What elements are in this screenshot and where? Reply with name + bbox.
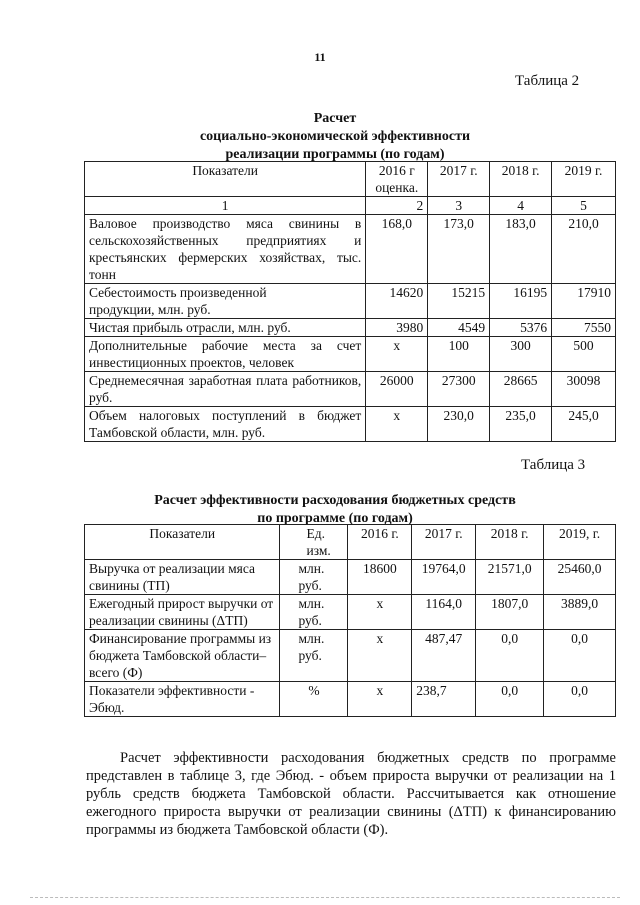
table-2-label: Таблица 2 — [515, 73, 580, 89]
table-row-index — [85, 197, 616, 215]
value-cell: 0,0 — [544, 630, 616, 682]
value-cell: 0,0 — [476, 682, 544, 717]
value-cell: 173,0 — [428, 215, 490, 284]
value-cell: 245,0 — [552, 407, 616, 442]
value-cell: 238,7 — [412, 682, 476, 717]
value-cell: 28665 — [490, 372, 552, 407]
value-cell: 100 — [428, 337, 490, 372]
header-cell: 2016 г. — [348, 525, 412, 560]
value-cell: 3889,0 — [544, 595, 616, 630]
value-cell: 7550 — [552, 319, 616, 337]
value-cell: 300 — [490, 337, 552, 372]
value-cell: 500 — [552, 337, 616, 372]
table-3-title-line-1: Расчет эффективности расходования бюджетных средств — [154, 493, 516, 508]
value-cell: 1807,0 — [476, 595, 544, 630]
table-row — [85, 682, 616, 717]
value-cell: 18600 — [348, 560, 412, 595]
table-3 — [84, 524, 616, 717]
value-cell: 4549 — [428, 319, 490, 337]
unit-cell: млн. руб. — [280, 595, 348, 630]
row-label: Чистая прибыль отрасли, млн. руб. — [85, 319, 366, 337]
row-label: Финансирование программы из бюджета Тамбовской области– всего (Ф) — [85, 630, 280, 682]
header-cell: 2017 г. — [412, 525, 476, 560]
value-cell: 3980 — [366, 319, 428, 337]
value-cell: х — [348, 682, 412, 717]
row-label: Объем налоговых поступлений в бюджет Тамбовской области, млн. руб. — [85, 407, 366, 442]
value-cell: 0,0 — [544, 682, 616, 717]
unit-cell: млн. руб. — [280, 560, 348, 595]
table-3-title-line-2: по программе (по годам) — [257, 511, 413, 526]
header-cell: 2018 г. — [476, 525, 544, 560]
row-label: Показатели эффективности - Эбюд. — [85, 682, 280, 717]
row-label: Валовое производство мяса свинины в сельскохозяйственных предприятиях и крестьянских фермерских хозяйствах, тыс. тонн — [85, 215, 366, 284]
table-row — [85, 630, 616, 682]
header-cell: 2019 г. — [552, 162, 616, 197]
header-cell: Показатели — [85, 525, 280, 560]
table-row — [85, 337, 616, 372]
value-cell: х — [348, 630, 412, 682]
value-cell: 15215 — [428, 284, 490, 319]
value-cell: 26000 — [366, 372, 428, 407]
table-row — [85, 215, 616, 284]
value-cell: 183,0 — [490, 215, 552, 284]
value-cell: 235,0 — [490, 407, 552, 442]
value-cell: х — [366, 407, 428, 442]
table-row-header — [85, 525, 616, 560]
table-row — [85, 372, 616, 407]
value-cell: 230,0 — [428, 407, 490, 442]
header-cell: 2017 г. — [428, 162, 490, 197]
header-cell: Показатели — [85, 162, 366, 197]
table-row — [85, 407, 616, 442]
value-cell: 1164,0 — [412, 595, 476, 630]
index-cell: 3 — [428, 197, 490, 215]
value-cell: 30098 — [552, 372, 616, 407]
value-cell: 14620 — [366, 284, 428, 319]
row-label: Среднемесячная заработная плата работников, руб. — [85, 372, 366, 407]
value-cell: 27300 — [428, 372, 490, 407]
table-2-title-line-3: реализации программы (по годам) — [225, 147, 445, 162]
value-cell: 210,0 — [552, 215, 616, 284]
table-row — [85, 595, 616, 630]
value-cell: 21571,0 — [476, 560, 544, 595]
table-row — [85, 319, 616, 337]
table-row-header — [85, 162, 616, 197]
header-cell: Ед. изм. — [280, 525, 348, 560]
value-cell: 17910 — [552, 284, 616, 319]
index-cell: 5 — [552, 197, 616, 215]
table-3-title — [5, 492, 640, 528]
table-2 — [84, 161, 616, 442]
table-2-title-line-1: Расчет — [313, 111, 357, 126]
value-cell: х — [366, 337, 428, 372]
index-cell: 2 — [366, 197, 428, 215]
value-cell: 25460,0 — [544, 560, 616, 595]
row-label: Ежегодный прирост выручки от реализации свинины (ΔТП) — [85, 595, 280, 630]
header-cell: 2016 г оценка. — [366, 162, 428, 197]
value-cell: х — [348, 595, 412, 630]
header-cell: 2019, г. — [544, 525, 616, 560]
row-label: Выручка от реализации мяса свинины (ТП) — [85, 560, 280, 595]
value-cell: 0,0 — [476, 630, 544, 682]
value-cell: 16195 — [490, 284, 552, 319]
table-row — [85, 284, 616, 319]
index-cell: 4 — [490, 197, 552, 215]
unit-cell: % — [280, 682, 348, 717]
index-cell: 1 — [85, 197, 366, 215]
value-cell: 487,47 — [412, 630, 476, 682]
row-label: Себестоимость произведенной продукции, млн. руб. — [85, 284, 366, 319]
table-3-label: Таблица 3 — [521, 457, 586, 473]
header-cell: 2018 г. — [490, 162, 552, 197]
table-2-title-line-2: социально-экономической эффективности — [199, 129, 471, 144]
table-row — [85, 560, 616, 595]
value-cell: 19764,0 — [412, 560, 476, 595]
value-cell: 5376 — [490, 319, 552, 337]
table-2-title — [5, 110, 640, 164]
page-number: 11 — [314, 50, 326, 64]
scan-edge-line — [30, 897, 620, 898]
body-paragraph: Расчет эффективности расходования бюджетных средств по программе представлен в таблице 3, где Эбюд. - объем прироста выручки от реализации на 1 рубль средств бюджета Тамбовской области. Рассчитывается как отношение ежегодного прироста выручки от реализации свинины (ΔТП) к финансированию программы из бюджета Тамбовской области (Ф). — [86, 750, 616, 838]
row-label: Дополнительные рабочие места за счет инвестиционных проектов, человек — [85, 337, 366, 372]
value-cell: 168,0 — [366, 215, 428, 284]
unit-cell: млн. руб. — [280, 630, 348, 682]
